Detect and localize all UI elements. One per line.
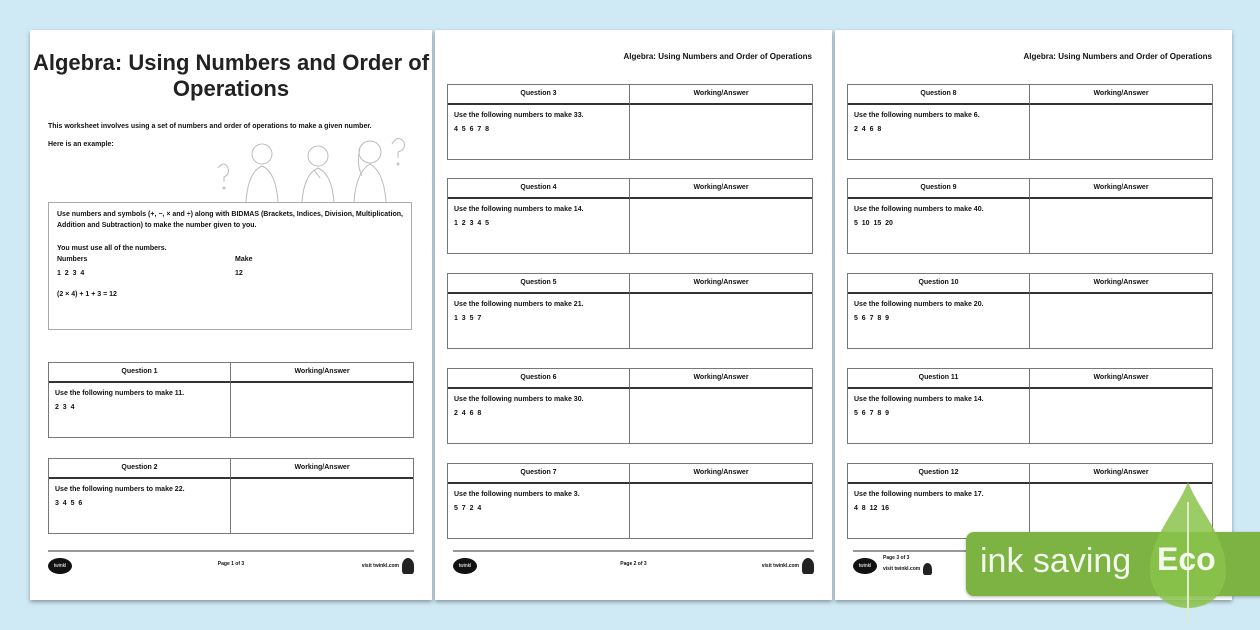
question-numbers: 5 6 7 8 9: [854, 315, 890, 322]
working-header: Working/Answer: [630, 85, 812, 105]
question-label: Question 8: [848, 85, 1030, 105]
question-label: Question 5: [448, 274, 630, 294]
running-header: Algebra: Using Numbers and Order of Operations: [1023, 52, 1212, 61]
thinking-children-illustration: [210, 130, 410, 202]
question-numbers: 2 3 4: [55, 404, 75, 411]
question-label: Question 11: [848, 369, 1030, 389]
working-header: Working/Answer: [630, 369, 812, 389]
working-header: Working/Answer: [231, 363, 413, 383]
twinkl-logo: twinkl: [853, 558, 877, 574]
answer-area[interactable]: [630, 294, 812, 348]
question-table: [847, 273, 1213, 349]
question-numbers: 2 4 6 8: [854, 126, 882, 133]
working-header: Working/Answer: [1030, 274, 1212, 294]
planet-icon: [923, 563, 932, 575]
question-label: Question 9: [848, 179, 1030, 199]
question-numbers: 5 7 2 4: [454, 505, 482, 512]
question-prompt: Use the following numbers to make 11.: [55, 390, 185, 397]
question-table: [447, 273, 813, 349]
question-prompt: Use the following numbers to make 33.: [454, 112, 584, 119]
question-label: Question 4: [448, 179, 630, 199]
intro-paragraph: This worksheet involves using a set of numbers and order of operations to make a given number.: [48, 123, 372, 130]
question-body: [49, 383, 231, 437]
question-body: [49, 479, 231, 533]
question-prompt: Use the following numbers to make 20.: [854, 301, 984, 308]
question-label: Question 6: [448, 369, 630, 389]
question-body: [448, 199, 630, 253]
page-footer: [453, 550, 814, 578]
question-numbers: 4 5 6 7 8: [454, 126, 490, 133]
question-table: [447, 463, 813, 539]
example-numbers: 1 2 3 4: [57, 270, 85, 277]
example-make: 12: [235, 270, 243, 277]
page-footer: [48, 550, 414, 578]
question-prompt: Use the following numbers to make 6.: [854, 112, 980, 119]
page-number: Page 1 of 3: [217, 561, 245, 567]
working-header: Working/Answer: [1030, 179, 1212, 199]
footer-right: [883, 563, 932, 575]
worksheet-page-2: [435, 30, 832, 600]
question-table: [447, 84, 813, 160]
twinkl-logo: twinkl: [453, 558, 477, 574]
planet-icon: [802, 558, 814, 574]
answer-area[interactable]: [630, 484, 812, 538]
example-box: [48, 202, 412, 330]
question-numbers: 5 10 15 20: [854, 220, 893, 227]
example-rule: You must use all of the numbers.: [57, 245, 167, 252]
question-prompt: Use the following numbers to make 3.: [454, 491, 580, 498]
answer-area[interactable]: [1030, 389, 1212, 443]
question-body: [848, 105, 1030, 159]
working-header: Working/Answer: [630, 274, 812, 294]
question-prompt: Use the following numbers to make 22.: [55, 486, 185, 493]
question-prompt: Use the following numbers to make 14.: [854, 396, 984, 403]
footer-right-text: visit twinkl.com: [883, 566, 921, 572]
twinkl-logo: twinkl: [48, 558, 72, 574]
question-table: [447, 178, 813, 254]
working-header: Working/Answer: [231, 459, 413, 479]
page-number: Page 2 of 3: [620, 561, 647, 567]
question-table: [48, 458, 414, 534]
question-prompt: Use the following numbers to make 30.: [454, 396, 584, 403]
question-body: [848, 294, 1030, 348]
answer-area[interactable]: [630, 105, 812, 159]
question-label: Question 12: [848, 464, 1030, 484]
question-body: [848, 389, 1030, 443]
question-table: [48, 362, 414, 438]
question-numbers: 2 4 6 8: [454, 410, 482, 417]
footer-right: [762, 558, 814, 574]
question-body: [448, 484, 630, 538]
question-body: [848, 484, 1030, 538]
question-body: [848, 199, 1030, 253]
answer-area[interactable]: [231, 383, 413, 437]
footer-right-text: visit twinkl.com: [361, 563, 399, 569]
example-instructions: Use numbers and symbols (+, −, × and ÷) along with BIDMAS (Brackets, Indices, Division, Multiplication, Addition and Subtraction) to make the number given to you.: [57, 211, 403, 229]
running-header: Algebra: Using Numbers and Order of Operations: [623, 52, 812, 61]
worksheet-title: Algebra: Using Numbers and Order of Operations: [32, 50, 430, 101]
question-table: [847, 368, 1213, 444]
question-body: [448, 105, 630, 159]
working-header: Working/Answer: [1030, 85, 1212, 105]
question-label: Question 3: [448, 85, 630, 105]
working-header: Working/Answer: [630, 464, 812, 484]
answer-area[interactable]: [231, 479, 413, 533]
question-label: Question 1: [49, 363, 231, 383]
answer-area[interactable]: [630, 389, 812, 443]
question-numbers: 1 2 3 4 5: [454, 220, 490, 227]
page-number: Page 3 of 3: [883, 555, 910, 561]
question-table: [847, 84, 1213, 160]
question-numbers: 3 4 5 6: [55, 500, 83, 507]
question-prompt: Use the following numbers to make 21.: [454, 301, 584, 308]
question-prompt: Use the following numbers to make 40.: [854, 206, 984, 213]
question-label: Question 2: [49, 459, 231, 479]
footer-right-text: visit twinkl.com: [761, 563, 799, 569]
working-header: Working/Answer: [630, 179, 812, 199]
question-prompt: Use the following numbers to make 14.: [454, 206, 584, 213]
question-label: Question 10: [848, 274, 1030, 294]
answer-area[interactable]: [630, 199, 812, 253]
planet-icon: [402, 558, 414, 574]
footer-right: [362, 558, 414, 574]
answer-area[interactable]: [1030, 199, 1212, 253]
question-table: [447, 368, 813, 444]
example-lead: Here is an example:: [48, 141, 114, 148]
question-label: Question 7: [448, 464, 630, 484]
working-header: Working/Answer: [1030, 369, 1212, 389]
answer-area[interactable]: [1030, 105, 1212, 159]
numbers-label: Numbers: [57, 256, 88, 263]
question-prompt: Use the following numbers to make 17.: [854, 491, 984, 498]
question-body: [448, 294, 630, 348]
eco-label: Eco: [1157, 541, 1216, 577]
example-solution: (2 × 4) + 1 + 3 = 12: [57, 291, 117, 298]
question-numbers: 4 8 12 16: [854, 505, 890, 512]
working-header: Working/Answer: [1030, 464, 1212, 484]
worksheet-page-1: [30, 30, 432, 600]
question-numbers: 5 6 7 8 9: [854, 410, 890, 417]
question-body: [448, 389, 630, 443]
make-label: Make: [235, 256, 253, 263]
answer-area[interactable]: [1030, 294, 1212, 348]
question-numbers: 1 3 5 7: [454, 315, 482, 322]
question-table: [847, 178, 1213, 254]
ink-saving-text: ink saving: [980, 542, 1132, 580]
